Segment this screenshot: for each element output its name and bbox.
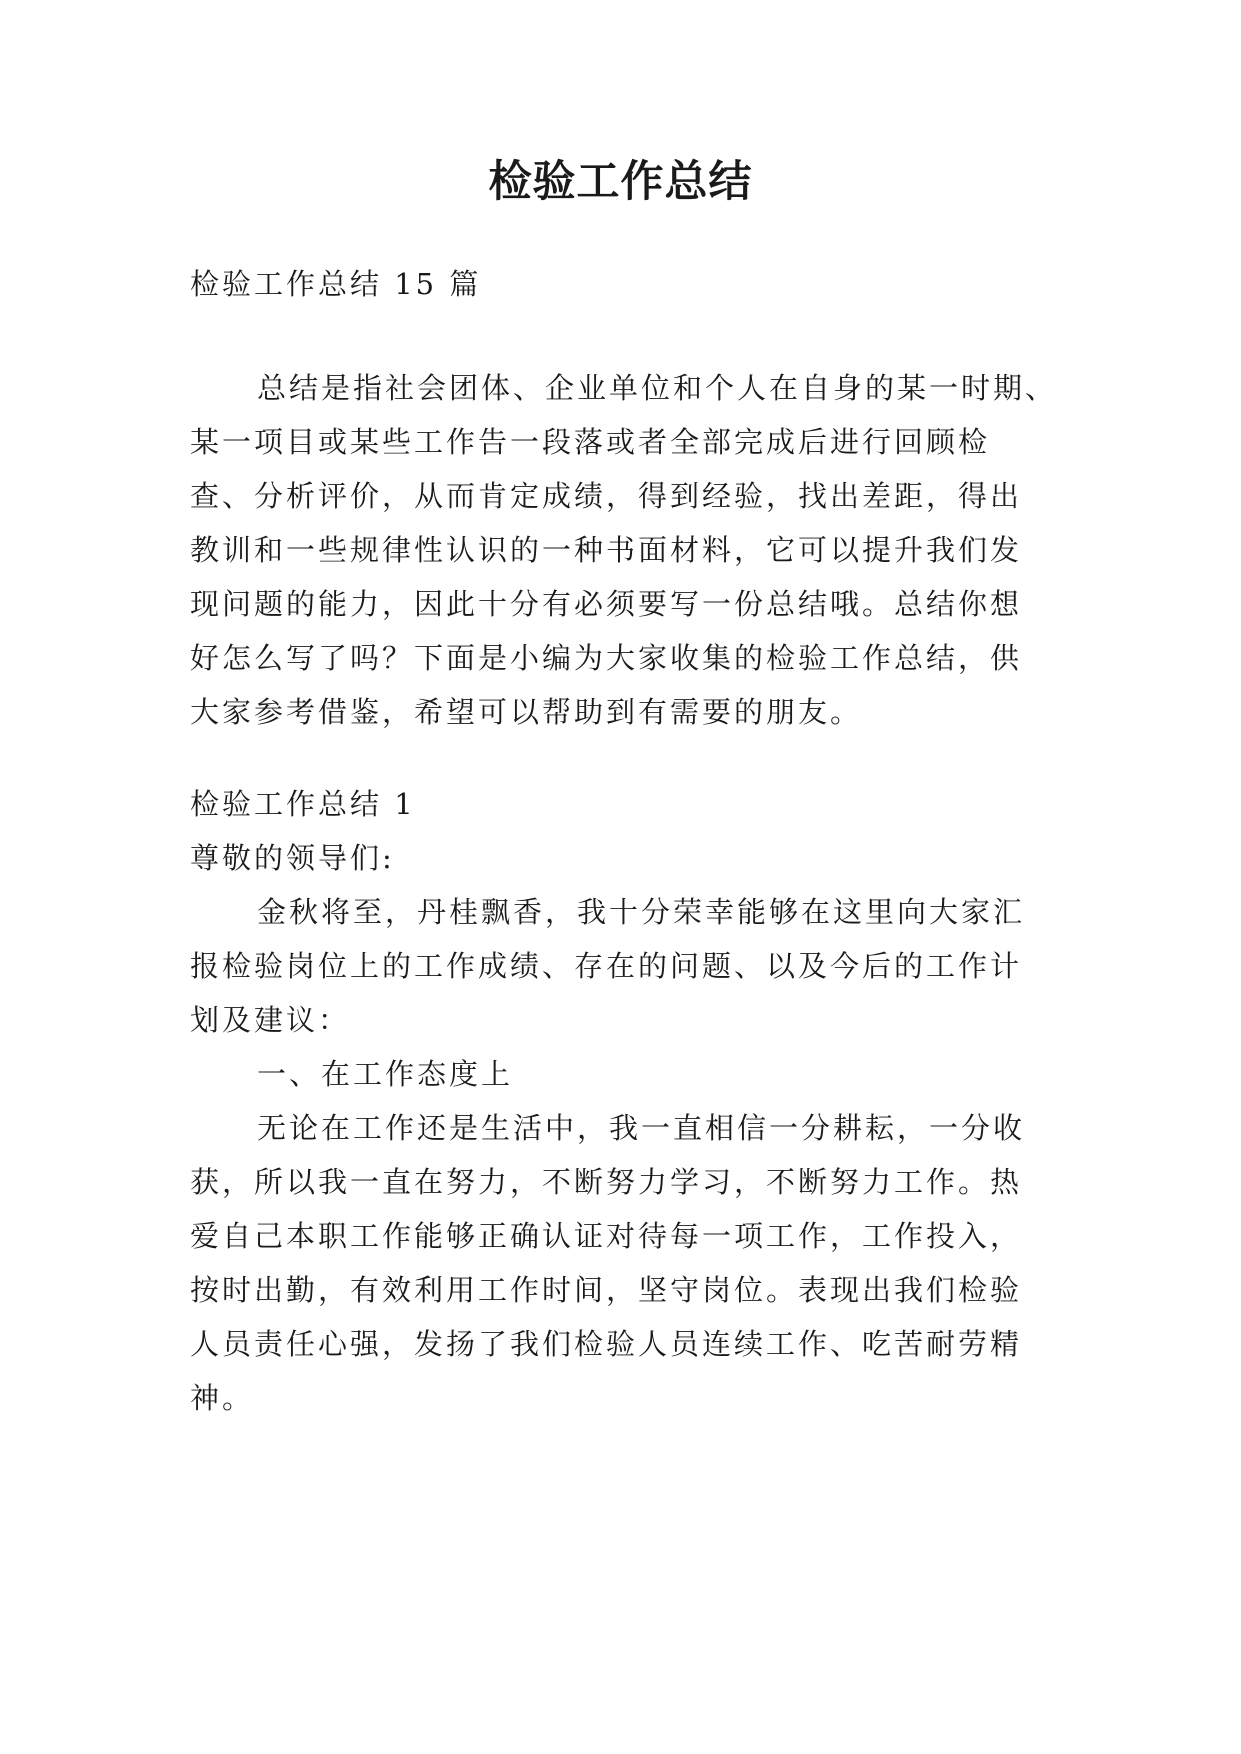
intro-line: 教训和一些规律性认识的一种书面材料，它可以提升我们发 — [190, 533, 1023, 567]
intro-line: 现问题的能力，因此十分有必须要写一份总结哦。总结你想 — [190, 587, 1023, 621]
intro-line: 总结是指社会团体、企业单位和个人在自身的某一时期、 — [257, 371, 1058, 405]
intro-line: 大家参考借鉴，希望可以帮助到有需要的朋友。 — [190, 695, 863, 729]
intro-line: 查、分析评价，从而肯定成绩，得到经验，找出差距，得出 — [190, 479, 1023, 513]
paragraph-line: 金秋将至，丹桂飘香，我十分荣幸能够在这里向大家汇 — [257, 895, 1026, 929]
section-heading: 检验工作总结 1 — [190, 787, 416, 821]
paragraph-line: 爱自己本职工作能够正确认证对待每一项工作，工作投入， — [190, 1219, 1023, 1253]
paragraph-line: 按时出勤，有效利用工作时间，坚守岗位。表现出我们检验 — [190, 1273, 1023, 1307]
salutation: 尊敬的领导们: — [190, 841, 395, 875]
paragraph-line: 报检验岗位上的工作成绩、存在的问题、以及今后的工作计 — [190, 949, 1023, 983]
paragraph-line: 无论在工作还是生活中，我一直相信一分耕耘，一分收 — [257, 1111, 1026, 1145]
document-title: 检验工作总结 — [488, 157, 753, 207]
document-subtitle: 检验工作总结 15 篇 — [190, 267, 482, 301]
subheading: 一、在工作态度上 — [257, 1057, 514, 1091]
intro-line: 好怎么写了吗？下面是小编为大家收集的检验工作总结，供 — [190, 641, 1023, 675]
paragraph-line: 人员责任心强，发扬了我们检验人员连续工作、吃苦耐劳精 — [190, 1327, 1023, 1361]
paragraph-line: 划及建议： — [190, 1003, 351, 1037]
paragraph-line: 获，所以我一直在努力，不断努力学习，不断努力工作。热 — [190, 1165, 1023, 1199]
paragraph-line: 神。 — [190, 1381, 255, 1415]
intro-line: 某一项目或某些工作告一段落或者全部完成后进行回顾检 — [190, 425, 991, 459]
